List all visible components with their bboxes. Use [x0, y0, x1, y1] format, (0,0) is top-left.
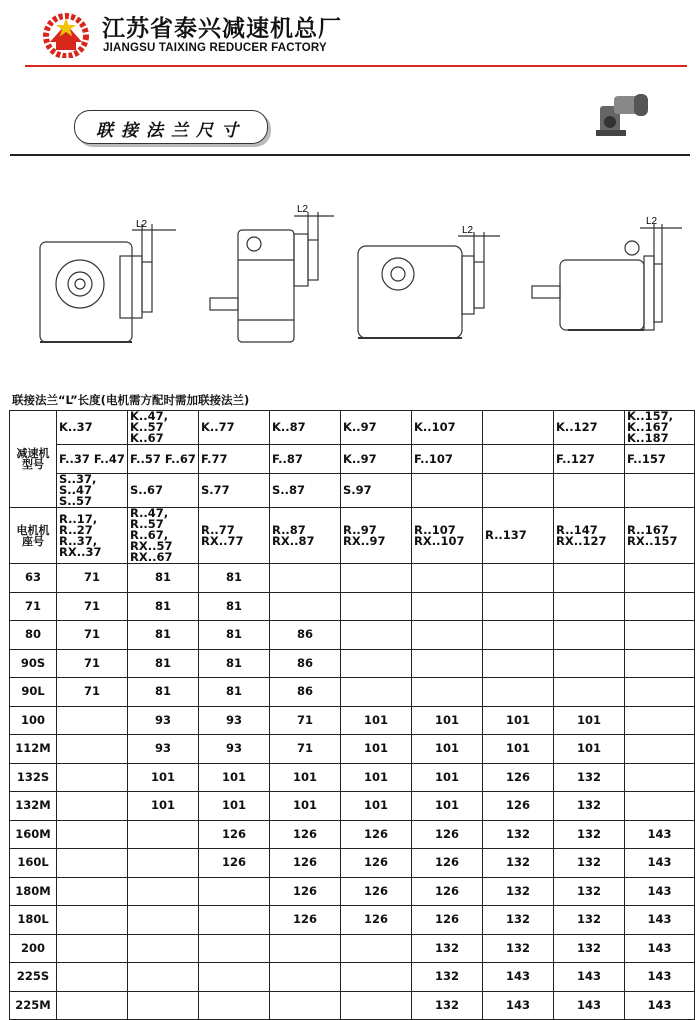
- length-value-cell: 101: [341, 763, 412, 792]
- company-name-cn: 江苏省泰兴减速机总厂: [102, 16, 342, 42]
- motor-frame-cell: 180L: [10, 906, 57, 935]
- model-cell: F..57 F..67: [128, 445, 199, 474]
- model-cell: K..87: [270, 411, 341, 445]
- motor-frame-cell: 100: [10, 706, 57, 735]
- length-value-cell: [412, 564, 483, 593]
- model-cell: K..77: [199, 411, 270, 445]
- length-value-cell: [199, 934, 270, 963]
- length-value-cell: 126: [270, 849, 341, 878]
- length-value-cell: [199, 877, 270, 906]
- section-divider: [10, 154, 690, 156]
- length-value-cell: [57, 877, 128, 906]
- length-value-cell: 132: [483, 849, 554, 878]
- length-value-cell: 101: [199, 763, 270, 792]
- length-value-cell: 71: [57, 649, 128, 678]
- length-value-cell: [57, 849, 128, 878]
- model-cell: [412, 474, 483, 508]
- length-value-cell: 132: [483, 820, 554, 849]
- length-value-cell: 132: [483, 877, 554, 906]
- table-header-row: [10, 411, 695, 445]
- length-value-cell: 143: [483, 991, 554, 1020]
- length-value-cell: 101: [199, 792, 270, 821]
- l2-label: L2: [646, 216, 658, 227]
- model-cell: R..17, R..27 R..37, RX..37: [57, 508, 128, 564]
- model-cell: [483, 411, 554, 445]
- model-cell: R..107 RX..107: [412, 508, 483, 564]
- length-value-cell: [57, 706, 128, 735]
- motor-frame-cell: 112M: [10, 735, 57, 764]
- page-header: [0, 0, 700, 70]
- length-value-cell: 126: [341, 906, 412, 935]
- company-name-en: JIANGSU TAIXING REDUCER FACTORY: [103, 42, 327, 54]
- model-cell: S..67: [128, 474, 199, 508]
- table-row: [10, 934, 695, 963]
- length-value-cell: 126: [341, 849, 412, 878]
- model-cell: [554, 474, 625, 508]
- model-cell: S.97: [341, 474, 412, 508]
- length-value-cell: [57, 763, 128, 792]
- length-value-cell: 81: [128, 564, 199, 593]
- length-value-cell: 93: [128, 735, 199, 764]
- drawing-s-series: [358, 232, 500, 338]
- length-value-cell: [341, 991, 412, 1020]
- length-value-cell: 132: [554, 849, 625, 878]
- model-cell: F..107: [412, 445, 483, 474]
- length-value-cell: 143: [625, 820, 695, 849]
- length-value-cell: [57, 820, 128, 849]
- length-value-cell: [199, 906, 270, 935]
- length-value-cell: 132: [554, 763, 625, 792]
- length-value-cell: [625, 706, 695, 735]
- length-value-cell: 86: [270, 621, 341, 650]
- length-value-cell: 132: [412, 963, 483, 992]
- length-value-cell: 126: [270, 820, 341, 849]
- model-cell: K..47, K..57 K..67: [128, 411, 199, 445]
- length-value-cell: [554, 621, 625, 650]
- length-value-cell: [270, 991, 341, 1020]
- length-value-cell: 126: [270, 877, 341, 906]
- length-value-cell: 101: [128, 763, 199, 792]
- length-value-cell: [57, 934, 128, 963]
- length-value-cell: 71: [57, 621, 128, 650]
- length-value-cell: 132: [412, 934, 483, 963]
- table-row: [10, 621, 695, 650]
- length-value-cell: 126: [341, 820, 412, 849]
- length-value-cell: 143: [625, 877, 695, 906]
- length-value-cell: 126: [341, 877, 412, 906]
- length-value-cell: 81: [199, 592, 270, 621]
- length-value-cell: [57, 963, 128, 992]
- length-value-cell: [554, 564, 625, 593]
- length-value-cell: [625, 621, 695, 650]
- table-row: [10, 906, 695, 935]
- table-row: [10, 792, 695, 821]
- length-value-cell: 101: [554, 706, 625, 735]
- length-value-cell: [57, 735, 128, 764]
- table-header-row: [10, 508, 695, 564]
- length-value-cell: 71: [57, 564, 128, 593]
- length-value-cell: 143: [625, 906, 695, 935]
- length-value-cell: 81: [128, 678, 199, 707]
- length-value-cell: 143: [625, 849, 695, 878]
- length-value-cell: 93: [128, 706, 199, 735]
- table-row: [10, 991, 695, 1020]
- length-value-cell: [128, 906, 199, 935]
- length-value-cell: [341, 963, 412, 992]
- model-cell: K..97: [341, 411, 412, 445]
- model-cell: K..127: [554, 411, 625, 445]
- length-value-cell: [625, 592, 695, 621]
- length-value-cell: [270, 592, 341, 621]
- length-value-cell: [483, 564, 554, 593]
- model-cell: K..97: [341, 445, 412, 474]
- length-value-cell: 86: [270, 678, 341, 707]
- model-cell: S.77: [199, 474, 270, 508]
- length-value-cell: 132: [554, 934, 625, 963]
- model-cell: F..37 F..47: [57, 445, 128, 474]
- length-value-cell: [412, 649, 483, 678]
- length-value-cell: [554, 678, 625, 707]
- drawing-k-series: [40, 224, 176, 342]
- length-value-cell: 101: [554, 735, 625, 764]
- length-value-cell: [554, 649, 625, 678]
- table-body: [10, 411, 695, 1020]
- table-row: [10, 678, 695, 707]
- length-value-cell: 132: [483, 934, 554, 963]
- length-value-cell: 81: [128, 592, 199, 621]
- table-row: [10, 849, 695, 878]
- model-cell: K..37: [57, 411, 128, 445]
- model-cell: R..167 RX..157: [625, 508, 695, 564]
- length-value-cell: [625, 649, 695, 678]
- corner-reducer-label: 减速机型号: [10, 411, 57, 508]
- length-value-cell: 101: [341, 735, 412, 764]
- length-value-cell: [341, 934, 412, 963]
- table-row: [10, 763, 695, 792]
- length-value-cell: 101: [128, 792, 199, 821]
- length-value-cell: [341, 649, 412, 678]
- length-value-cell: 101: [270, 763, 341, 792]
- model-cell: S..37, S..47 S..57: [57, 474, 128, 508]
- motor-frame-cell: 132S: [10, 763, 57, 792]
- model-cell: [483, 445, 554, 474]
- length-value-cell: 143: [625, 934, 695, 963]
- length-value-cell: [199, 963, 270, 992]
- table-row: [10, 877, 695, 906]
- table-row: [10, 820, 695, 849]
- length-value-cell: [341, 564, 412, 593]
- model-cell: F.77: [199, 445, 270, 474]
- length-value-cell: [270, 963, 341, 992]
- motor-frame-cell: 90L: [10, 678, 57, 707]
- model-cell: R..137: [483, 508, 554, 564]
- length-value-cell: [341, 592, 412, 621]
- length-value-cell: 81: [199, 564, 270, 593]
- page-title-box: [74, 110, 268, 144]
- length-value-cell: [57, 991, 128, 1020]
- table-header-row: [10, 474, 695, 508]
- table-row: [10, 706, 695, 735]
- drawing-r-series: [532, 224, 682, 330]
- length-value-cell: [128, 963, 199, 992]
- length-value-cell: 71: [270, 735, 341, 764]
- length-value-cell: 71: [57, 592, 128, 621]
- length-value-cell: 143: [554, 991, 625, 1020]
- length-value-cell: [412, 621, 483, 650]
- motor-frame-cell: 225S: [10, 963, 57, 992]
- length-value-cell: [625, 735, 695, 764]
- length-value-cell: [128, 877, 199, 906]
- length-value-cell: [625, 763, 695, 792]
- length-value-cell: [483, 649, 554, 678]
- length-value-cell: 132: [554, 820, 625, 849]
- length-value-cell: [625, 564, 695, 593]
- motor-frame-cell: 80: [10, 621, 57, 650]
- motor-frame-cell: 90S: [10, 649, 57, 678]
- length-value-cell: 101: [483, 706, 554, 735]
- motor-frame-cell: 200: [10, 934, 57, 963]
- motor-frame-cell: 225M: [10, 991, 57, 1020]
- length-value-cell: 143: [625, 963, 695, 992]
- length-value-cell: 101: [412, 763, 483, 792]
- model-cell: R..97 RX..97: [341, 508, 412, 564]
- length-value-cell: [341, 678, 412, 707]
- length-value-cell: [128, 849, 199, 878]
- length-value-cell: 132: [554, 792, 625, 821]
- table-row: [10, 735, 695, 764]
- length-value-cell: [483, 678, 554, 707]
- table-row: [10, 564, 695, 593]
- table-row: [10, 649, 695, 678]
- table-row: [10, 963, 695, 992]
- length-value-cell: 101: [412, 792, 483, 821]
- flange-drawings: [0, 200, 700, 360]
- company-logo-icon: [40, 12, 92, 58]
- motor-frame-cell: 160L: [10, 849, 57, 878]
- length-value-cell: 101: [270, 792, 341, 821]
- length-value-cell: 101: [483, 735, 554, 764]
- length-value-cell: 132: [554, 877, 625, 906]
- length-value-cell: [341, 621, 412, 650]
- model-cell: R..87 RX..87: [270, 508, 341, 564]
- length-value-cell: 101: [412, 735, 483, 764]
- motor-frame-cell: 180M: [10, 877, 57, 906]
- model-cell: R..77 RX..77: [199, 508, 270, 564]
- model-cell: F..127: [554, 445, 625, 474]
- length-value-cell: [412, 678, 483, 707]
- l2-label: L2: [462, 225, 474, 236]
- flange-length-table: [9, 410, 695, 1020]
- length-value-cell: 132: [554, 906, 625, 935]
- motor-frame-cell: 160M: [10, 820, 57, 849]
- length-value-cell: [128, 820, 199, 849]
- motor-frame-cell: 71: [10, 592, 57, 621]
- length-value-cell: 143: [625, 991, 695, 1020]
- length-value-cell: 81: [128, 649, 199, 678]
- length-value-cell: [57, 792, 128, 821]
- length-value-cell: [199, 991, 270, 1020]
- length-value-cell: [128, 991, 199, 1020]
- table-header-row: [10, 445, 695, 474]
- model-cell: S..87: [270, 474, 341, 508]
- length-value-cell: [483, 621, 554, 650]
- length-value-cell: 143: [554, 963, 625, 992]
- length-value-cell: 81: [199, 678, 270, 707]
- length-value-cell: [483, 592, 554, 621]
- length-value-cell: 71: [270, 706, 341, 735]
- model-cell: R..147 RX..127: [554, 508, 625, 564]
- length-value-cell: [128, 934, 199, 963]
- length-value-cell: 101: [412, 706, 483, 735]
- model-cell: F..157: [625, 445, 695, 474]
- model-cell: F..87: [270, 445, 341, 474]
- length-value-cell: [270, 934, 341, 963]
- length-value-cell: 71: [57, 678, 128, 707]
- length-value-cell: [270, 564, 341, 593]
- length-value-cell: 126: [199, 820, 270, 849]
- length-value-cell: 126: [483, 763, 554, 792]
- length-value-cell: 101: [341, 706, 412, 735]
- drawing-f-series: [210, 212, 334, 342]
- length-value-cell: 132: [483, 906, 554, 935]
- model-cell: R..47, R..57 R..67, RX..57 RX..67: [128, 508, 199, 564]
- length-value-cell: 81: [128, 621, 199, 650]
- length-value-cell: 86: [270, 649, 341, 678]
- length-value-cell: 126: [412, 877, 483, 906]
- length-value-cell: 126: [270, 906, 341, 935]
- length-value-cell: 81: [199, 649, 270, 678]
- length-value-cell: [554, 592, 625, 621]
- corner-motor-label: 电机机座号: [10, 508, 57, 564]
- length-value-cell: 132: [412, 991, 483, 1020]
- section-label: 联接法兰“L”长度(电机需方配时需加联接法兰): [12, 393, 250, 407]
- page-title: 联接法兰尺寸: [96, 121, 246, 141]
- l2-label: L2: [297, 204, 309, 215]
- length-value-cell: 93: [199, 706, 270, 735]
- length-value-cell: 143: [483, 963, 554, 992]
- length-value-cell: 126: [412, 849, 483, 878]
- length-value-cell: [57, 906, 128, 935]
- length-value-cell: [625, 678, 695, 707]
- length-value-cell: 126: [199, 849, 270, 878]
- length-value-cell: 126: [412, 906, 483, 935]
- l2-label: L2: [136, 219, 148, 230]
- model-cell: K..157, K..167 K..187: [625, 411, 695, 445]
- header-divider: [25, 65, 687, 67]
- motor-frame-cell: 132M: [10, 792, 57, 821]
- length-value-cell: 93: [199, 735, 270, 764]
- model-cell: K..107: [412, 411, 483, 445]
- length-value-cell: [625, 792, 695, 821]
- length-value-cell: [412, 592, 483, 621]
- table-row: [10, 592, 695, 621]
- length-value-cell: 81: [199, 621, 270, 650]
- motor-frame-cell: 63: [10, 564, 57, 593]
- length-value-cell: 101: [341, 792, 412, 821]
- gear-motor-thumbnail-icon: [594, 88, 652, 140]
- length-value-cell: 126: [412, 820, 483, 849]
- model-cell: [625, 474, 695, 508]
- model-cell: [483, 474, 554, 508]
- length-value-cell: 126: [483, 792, 554, 821]
